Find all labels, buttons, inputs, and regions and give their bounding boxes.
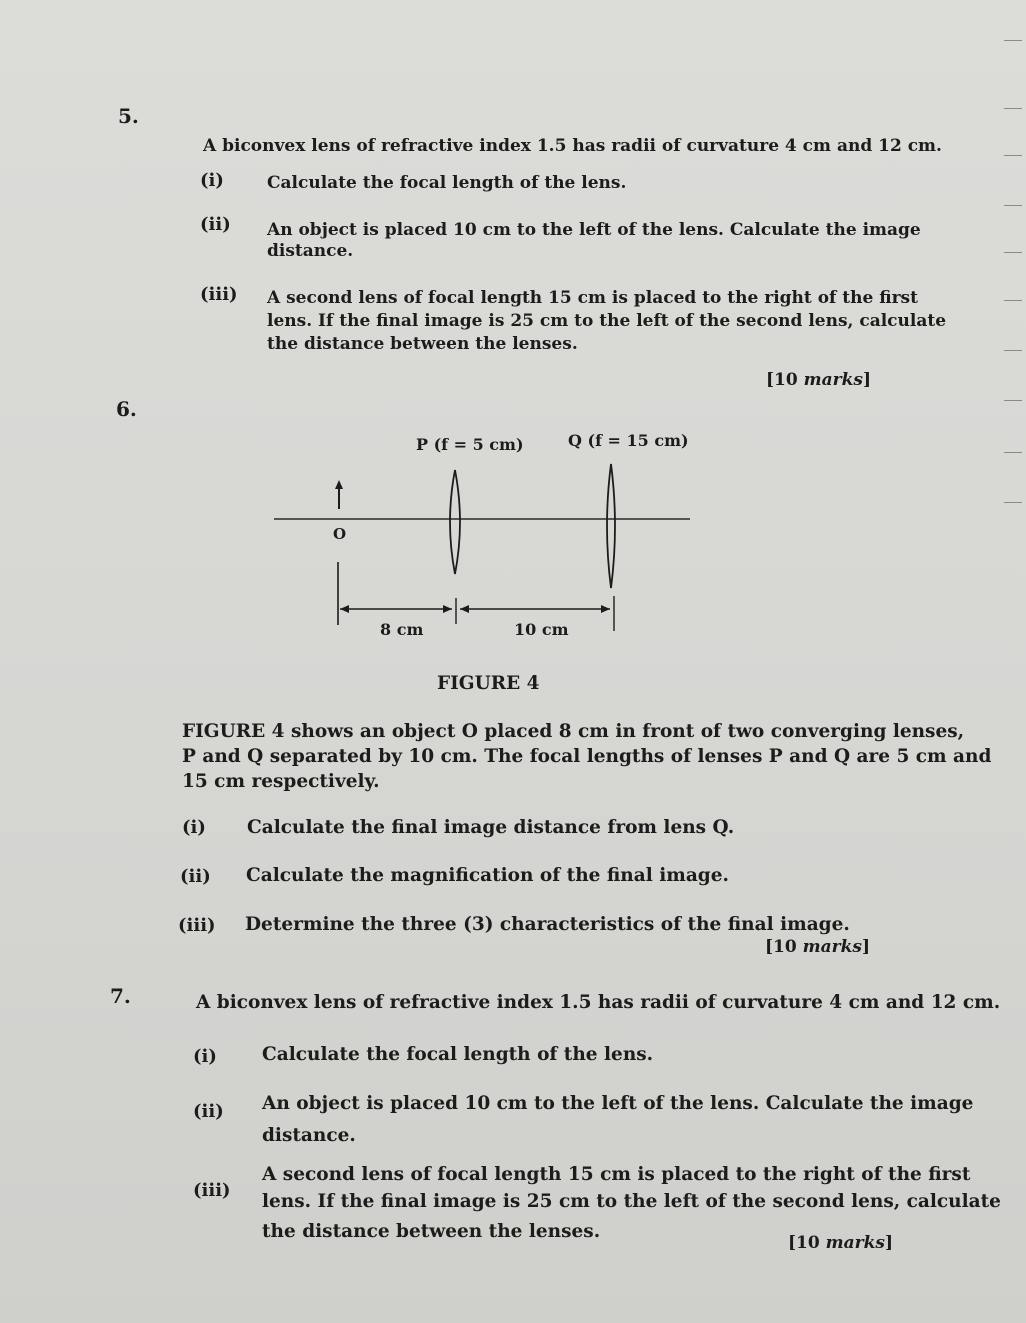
lens-p — [450, 470, 460, 574]
q5-marks: [10 marks] — [766, 370, 871, 390]
q5-part-i-text: Calculate the focal length of the lens. — [267, 173, 627, 193]
figure-4-caption: FIGURE 4 — [437, 673, 540, 694]
dimension-label-8cm: 8 cm — [380, 620, 424, 639]
q6-stem-line1: FIGURE 4 shows an object O placed 8 cm in front of two converging lenses, — [182, 721, 965, 742]
q6-marks: [10 marks] — [765, 937, 870, 957]
q6-stem-line3: 15 cm respectively. — [182, 771, 380, 792]
q5-part-iii-label: (iii) — [200, 284, 238, 305]
q7-part-i-label: (i) — [193, 1046, 217, 1067]
object-arrowhead — [335, 480, 343, 489]
q5-part-iii-line1: A second lens of focal length 15 cm is placed to the right of the first — [267, 288, 918, 308]
question-7-stem: A biconvex lens of refractive index 1.5 has radii of curvature 4 cm and 12 cm. — [196, 992, 1001, 1013]
q5-part-ii-line2: distance. — [267, 241, 354, 261]
q5-part-iii-line3: the distance between the lenses. — [267, 334, 578, 354]
q7-part-iii-line1: A second lens of focal length 15 cm is placed to the right of the first — [262, 1164, 971, 1185]
q6-part-ii-label: (ii) — [180, 866, 211, 887]
page-edge-marks — [996, 0, 1026, 560]
q7-part-ii-line1: An object is placed 10 cm to the left of the lens. Calculate the image — [262, 1093, 974, 1114]
q7-part-iii-line3: the distance between the lenses. — [262, 1221, 601, 1242]
q6-part-iii-label: (iii) — [178, 915, 216, 936]
object-label: O — [333, 525, 347, 543]
question-5-stem: A biconvex lens of refractive index 1.5 has radii of curvature 4 cm and 12 cm. — [203, 136, 942, 156]
q6-part-ii-text: Calculate the magnification of the final image. — [246, 865, 729, 886]
q6-part-i-label: (i) — [182, 817, 206, 838]
q7-part-iii-line2: lens. If the final image is 25 cm to the left of the second lens, calculate — [262, 1191, 1001, 1212]
q6-part-iii-text: Determine the three (3) characteristics of the final image. — [245, 914, 850, 935]
figure-4-diagram — [260, 420, 700, 640]
question-5-number: 5. — [118, 104, 139, 128]
q5-part-ii-line1: An object is placed 10 cm to the left of the lens. Calculate the image — [267, 220, 921, 240]
dimension-label-10cm: 10 cm — [514, 620, 569, 639]
q5-part-ii-label: (ii) — [200, 214, 231, 235]
question-6-number: 6. — [116, 397, 137, 421]
lens-q — [607, 464, 615, 588]
q7-marks: [10 marks] — [788, 1233, 893, 1253]
q6-stem-line2: P and Q separated by 10 cm. The focal lengths of lenses P and Q are 5 cm and — [182, 746, 992, 767]
q5-part-i-label: (i) — [200, 170, 224, 191]
question-7-number: 7. — [110, 984, 131, 1008]
q6-part-i-text: Calculate the final image distance from lens Q. — [247, 817, 735, 838]
q7-part-ii-line2: distance. — [262, 1125, 356, 1146]
lens-q-label: Q (f = 15 cm) — [568, 431, 689, 450]
q7-part-iii-label: (iii) — [193, 1180, 231, 1201]
q5-part-iii-line2: lens. If the final image is 25 cm to the left of the second lens, calculate — [267, 311, 947, 331]
q7-part-i-text: Calculate the focal length of the lens. — [262, 1044, 654, 1065]
q7-part-ii-label: (ii) — [193, 1101, 224, 1122]
lens-p-label: P (f = 5 cm) — [416, 435, 524, 454]
